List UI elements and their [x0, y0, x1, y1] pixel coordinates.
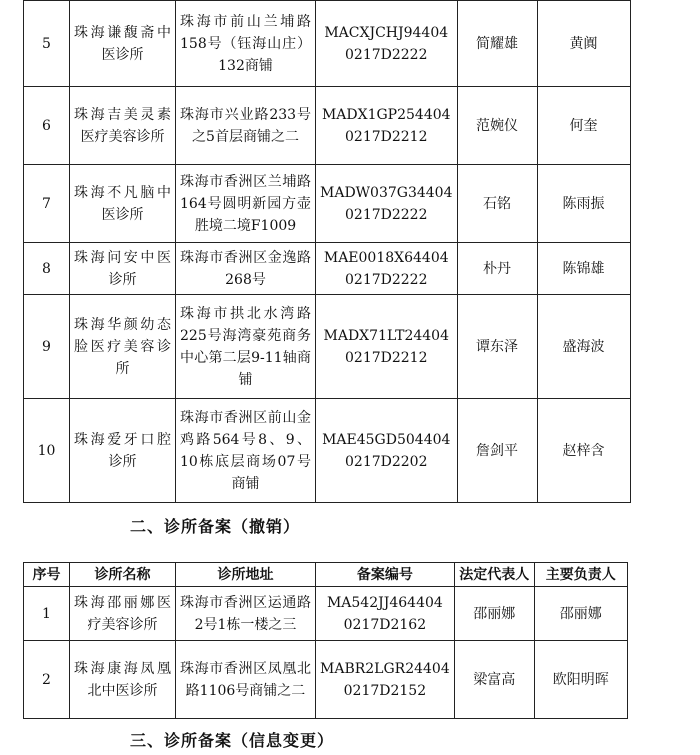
- clinic-name: 珠海不凡脑中医诊所: [70, 165, 176, 243]
- legal-representative: 简耀雄: [457, 1, 537, 87]
- legal-representative: 詹剑平: [457, 399, 537, 503]
- row-number: 1: [24, 587, 70, 641]
- principal-in-charge: 邵丽娜: [534, 587, 627, 641]
- clinic-name: 珠海康海凤凰北中医诊所: [70, 641, 176, 719]
- column-header-representative: 法定代表人: [454, 563, 534, 587]
- clinic-address: 珠海市香洲区金逸路268号: [176, 243, 316, 295]
- clinic-address: 珠海市香洲区前山金鸡路564号8、9、10栋底层商场07号商铺: [176, 399, 316, 503]
- clinic-name: 珠海邵丽娜医疗美容诊所: [70, 587, 176, 641]
- clinic-name: 珠海谦馥斋中医诊所: [70, 1, 176, 87]
- legal-representative: 范婉仪: [457, 87, 537, 165]
- clinic-name: 珠海爱牙口腔诊所: [70, 399, 176, 503]
- table-row: [24, 295, 631, 399]
- table-row: [24, 165, 631, 243]
- principal-in-charge: 黄阗: [537, 1, 630, 87]
- legal-representative: 石铭: [457, 165, 537, 243]
- table-header-row: [24, 563, 628, 587]
- registration-code: MACXJCHJ944040217D2222: [316, 1, 458, 87]
- section-heading-info-change: 三、诊所备案（信息变更）: [130, 731, 335, 750]
- clinic-address: 珠海市前山兰埔路158号（钰海山庄）132商铺: [176, 1, 316, 87]
- registration-code: MAE0018X64404 0217D2222: [316, 243, 458, 295]
- legal-representative: 邵丽娜: [454, 587, 534, 641]
- principal-in-charge: 陈雨振: [537, 165, 630, 243]
- principal-in-charge: 赵梓含: [537, 399, 630, 503]
- registration-code: MADW037G34404 0217D2222: [316, 165, 458, 243]
- principal-in-charge: 欧阳明晖: [534, 641, 627, 719]
- table-row: [24, 87, 631, 165]
- table-row: [24, 587, 628, 641]
- clinic-address: 珠海市兴业路233号之5首层商铺之二: [176, 87, 316, 165]
- principal-in-charge: 陈锦雄: [537, 243, 630, 295]
- column-header-address: 诊所地址: [176, 563, 316, 587]
- table-row: [24, 399, 631, 503]
- clinic-name: 珠海华颜幼态脸医疗美容诊所: [70, 295, 176, 399]
- legal-representative: 梁富高: [454, 641, 534, 719]
- table-row: [24, 641, 628, 719]
- row-number: 6: [24, 87, 70, 165]
- row-number: 2: [24, 641, 70, 719]
- legal-representative: 谭东泽: [457, 295, 537, 399]
- clinic-name: 珠海吉美灵素医疗美容诊所: [70, 87, 176, 165]
- clinic-name: 珠海问安中医诊所: [70, 243, 176, 295]
- row-number: 8: [24, 243, 70, 295]
- registration-code: MAE45GD504404 0217D2202: [316, 399, 458, 503]
- column-header-name: 诊所名称: [70, 563, 176, 587]
- clinic-registration-table: [23, 0, 631, 503]
- row-number: 9: [24, 295, 70, 399]
- principal-in-charge: 盛海波: [537, 295, 630, 399]
- registration-code: MA542JJ464404 0217D2162: [316, 587, 455, 641]
- clinic-address: 珠海市香洲区兰埔路164号圆明新园方壶胜境二境F1009: [176, 165, 316, 243]
- row-number: 10: [24, 399, 70, 503]
- table-row: [24, 243, 631, 295]
- section-heading-revocation: 二、诊所备案（撤销）: [130, 517, 301, 536]
- revoked-clinic-table: [23, 562, 628, 719]
- principal-in-charge: 何奎: [537, 87, 630, 165]
- clinic-address: 珠海市香洲区运通路2号1栋一楼之三: [176, 587, 316, 641]
- column-header-principal: 主要负责人: [534, 563, 627, 587]
- clinic-address: 珠海市拱北水湾路225号海湾豪苑商务中心第二层9-11轴商铺: [176, 295, 316, 399]
- column-header-number: 序号: [24, 563, 70, 587]
- registration-code: MABR2LGR24404 0217D2152: [316, 641, 455, 719]
- row-number: 5: [24, 1, 70, 87]
- row-number: 7: [24, 165, 70, 243]
- legal-representative: 朴丹: [457, 243, 537, 295]
- table-row: [24, 1, 631, 87]
- clinic-address: 珠海市香洲区凤凰北路1106号商铺之二: [176, 641, 316, 719]
- registration-code: MADX71LT24404 0217D2212: [316, 295, 458, 399]
- registration-code: MADX1GP254404 0217D2212: [316, 87, 458, 165]
- column-header-code: 备案编号: [316, 563, 455, 587]
